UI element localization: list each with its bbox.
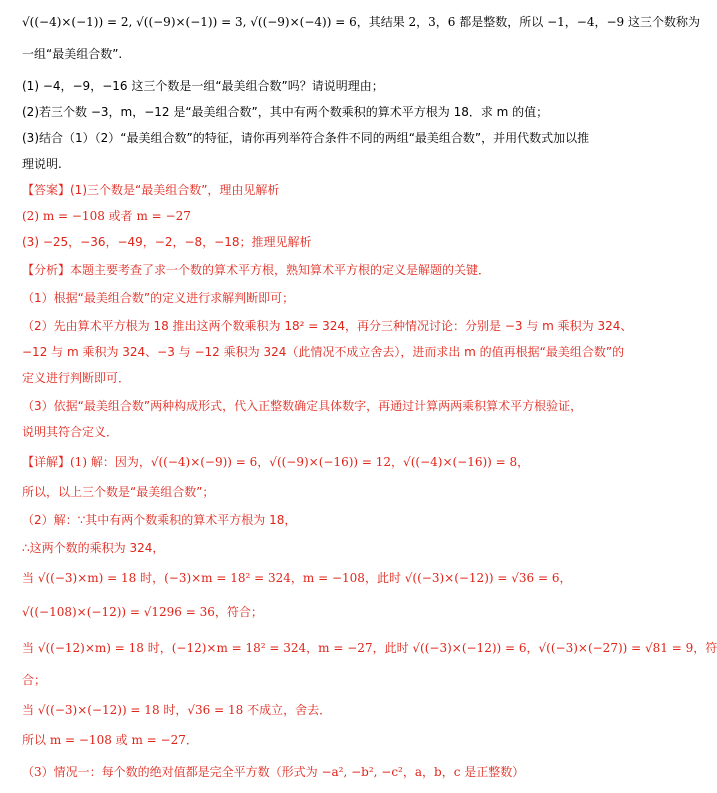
analysis-2-cont: −12 与 m 乘积为 324、−3 与 −12 乘积为 324（此情况不成立舍去），进而求出 m 的值再根据“最美组合数”的 [22, 345, 625, 359]
detail-2-conclusion: 所以 m = −108 或 m = −27． [22, 733, 198, 747]
detail-2-case-1: 当 √((−3)×m) = 18 时，(−3)×m = 18² = 324，m = −108，此时 √((−3)×(−12)) = √36 = 6， [22, 571, 572, 585]
detail-heading: 【详解】(1) 解：因为，√((−4)×(−9)) = 6，√((−9)×(−16)) = 12，√((−4)×(−16)) = 8， [22, 455, 530, 469]
problem-definition-line: 一组“最美组合数”. [22, 47, 123, 61]
answer-heading: 【答案】(1)三个数是“最美组合数”，理由见解析 [22, 183, 280, 197]
analysis-2: （2）先由算术平方根为 18 推出这两个数乘积为 18² = 324，再分三种情况讨论：分别是 −3 与 m 乘积为 324、 [22, 319, 633, 333]
analysis-heading: 【分析】本题主要考查了求一个数的算术平方根，熟知算术平方根的定义是解题的关键． [22, 263, 491, 277]
detail-3-case-1: （3）情况一：每个数的绝对值都是完全平方数（形式为 −a², −b², −c²，a，b，c 是正整数） [22, 765, 525, 779]
question-3: (3)结合（1）（2）“最美组合数”的特征，请你再列举符合条件不同的两组“最美组合数”，并用代数式加以推 [22, 131, 590, 145]
detail-1-conclusion: 所以，以上三个数是“最美组合数”； [22, 485, 215, 499]
detail-2-case-2-cont: 合； [22, 673, 47, 687]
detail-2-intro: （2）解：∵其中有两个数乘积的算术平方根为 18， [22, 513, 297, 527]
question-1: (1) −4，−9，−16 这三个数是一组“最美组合数”吗？请说明理由； [22, 79, 384, 93]
problem-example-line: √((−4)×(−1)) = 2, √((−9)×(−1)) = 3, √((−9)×(−4)) = 6，其结果 2，3，6 都是整数，所以 −1，−4，−9 这三个数称为 [22, 15, 700, 29]
analysis-2-end: 定义进行判断即可． [22, 371, 131, 385]
detail-2-case-2: 当 √((−12)×m) = 18 时，(−12)×m = 18² = 324，m = −27，此时 √((−3)×(−12)) = 6，√((−3)×(−27)) = √81 = 9，符 [22, 641, 717, 655]
analysis-3-cont: 说明其符合定义． [22, 425, 119, 439]
answer-3: (3) −25，−36，−49，−2，−8，−18；推理见解析 [22, 235, 312, 249]
analysis-3: （3）依据“最美组合数”两种构成形式，代入正整数确定具体数字，再通过计算两两乘积算术平方根验证， [22, 399, 583, 413]
question-3-cont: 理说明. [22, 157, 62, 171]
detail-2-case-3: 当 √((−3)×(−12)) = 18 时，√36 = 18 不成立，舍去． [22, 703, 332, 717]
detail-2-product: ∴这两个数的乘积为 324， [22, 541, 165, 555]
analysis-1: （1）根据“最美组合数”的定义进行求解判断即可； [22, 291, 295, 305]
answer-2: (2) m = −108 或者 m = −27 [22, 209, 191, 223]
question-2: (2)若三个数 −3，m，−12 是“最美组合数”，其中有两个数乘积的算术平方根为 18．求 m 的值； [22, 105, 549, 119]
detail-2-case-1-check: √((−108)×(−12)) = √1296 = 36，符合； [22, 605, 263, 619]
